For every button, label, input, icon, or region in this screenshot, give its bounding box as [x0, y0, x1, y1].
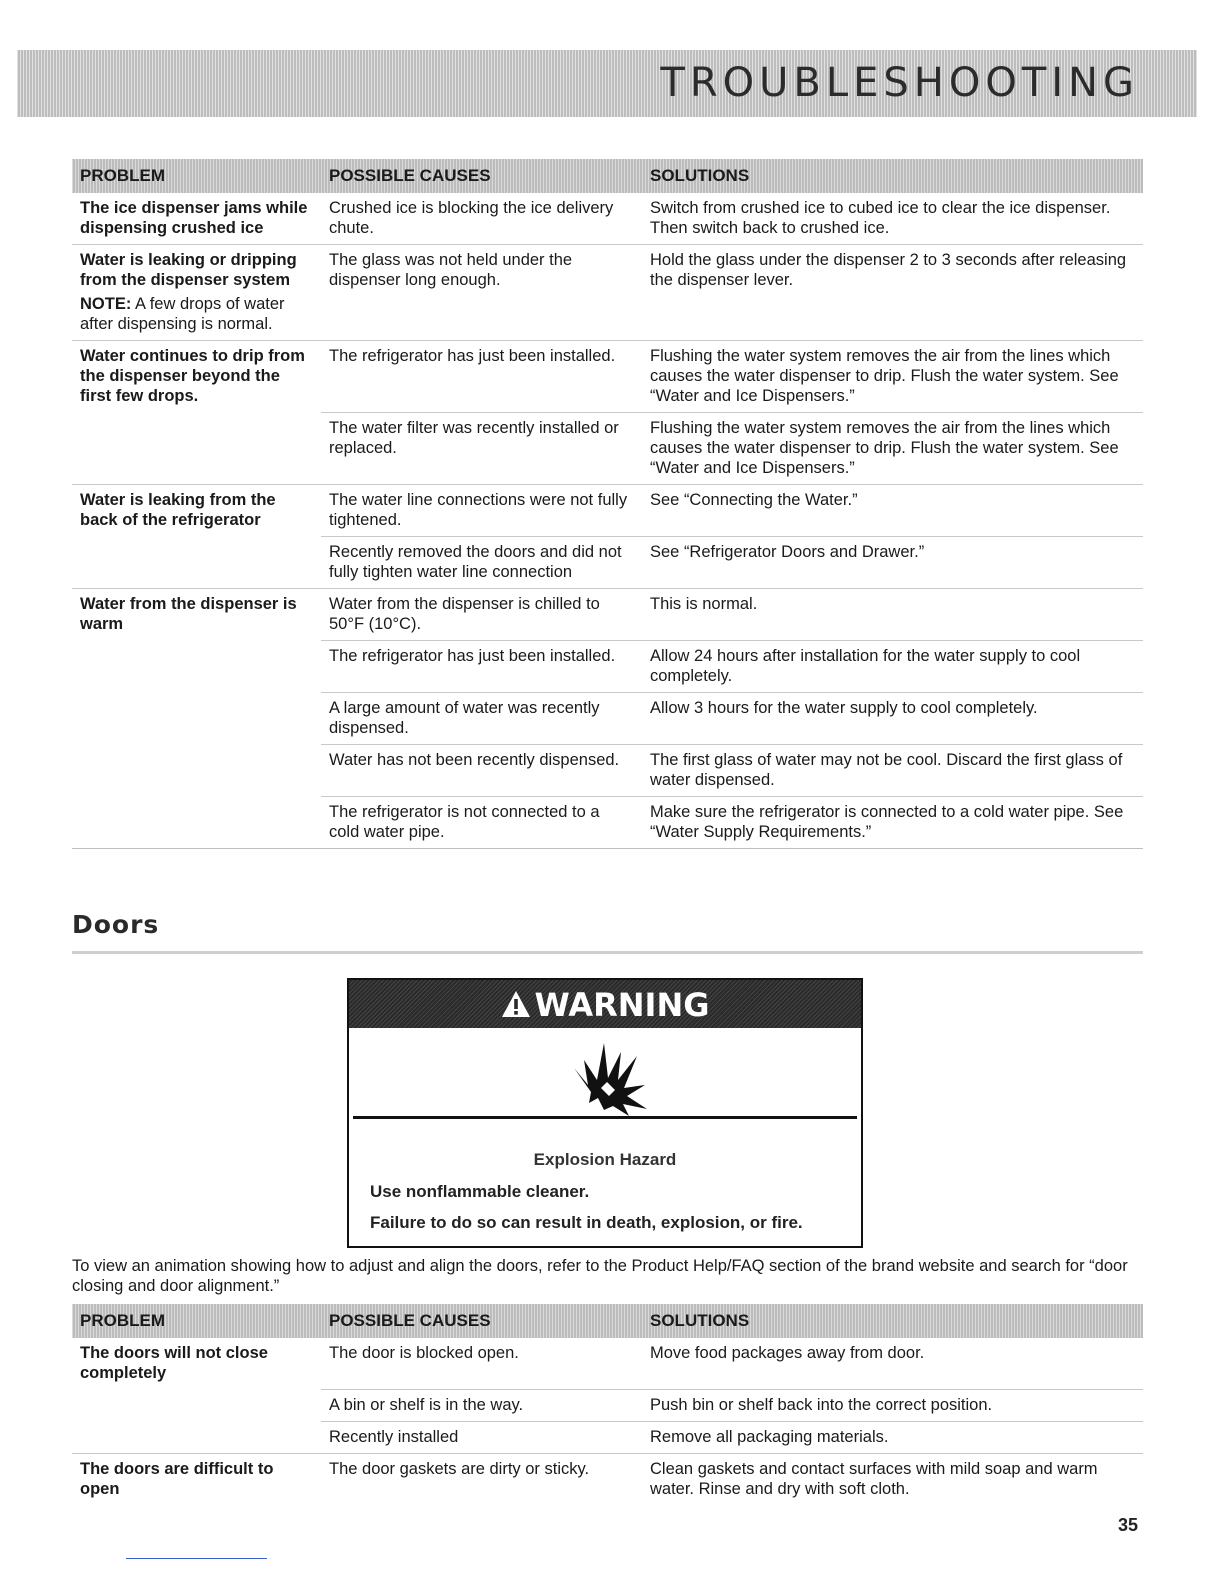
- cause-cell: The refrigerator is not connected to a cold water pipe.: [321, 797, 642, 849]
- note-label: NOTE:: [80, 295, 132, 313]
- problem-note: [80, 294, 313, 334]
- table-row: [72, 745, 1143, 797]
- warning-symbol-area: [353, 1028, 857, 1119]
- cause-cell: Recently installed: [321, 1421, 642, 1453]
- hazard-title: Explosion Hazard: [533, 1150, 677, 1169]
- problem-cell: Water continues to drip from the dispenser beyond the first few drops.: [80, 347, 305, 405]
- solution-cell: Switch from crushed ice to cubed ice to clear the ice dispenser. Then switch back to crushed ice.: [642, 193, 1143, 245]
- column-header-causes: POSSIBLE CAUSES: [321, 1304, 642, 1338]
- cause-cell: Water from the dispenser is chilled to 50°F (10°C).: [321, 589, 642, 641]
- note-text: A few drops of water after dispensing is normal.: [80, 295, 285, 333]
- cause-cell: The refrigerator has just been installed.: [321, 641, 642, 693]
- header-banner: [17, 50, 1197, 117]
- section-divider: [72, 951, 1143, 954]
- cause-cell: The water line connections were not fully tightened.: [321, 485, 642, 537]
- problem-cell-empty: [72, 1421, 321, 1453]
- cause-cell: A large amount of water was recently dispensed.: [321, 693, 642, 745]
- warning-consequence: Failure to do so can result in death, explosion, or fire.: [370, 1213, 803, 1232]
- warning-box: [347, 978, 863, 1248]
- table-row: [72, 1453, 1143, 1505]
- doors-troubleshooting-table: [72, 1304, 1143, 1505]
- solution-cell: Allow 24 hours after installation for the water supply to cool completely.: [642, 641, 1143, 693]
- cause-cell: Crushed ice is blocking the ice delivery chute.: [321, 193, 642, 245]
- water-troubleshooting-table: [72, 159, 1143, 849]
- cause-cell: Water has not been recently dispensed.: [321, 745, 642, 797]
- solution-cell: Push bin or shelf back into the correct position.: [642, 1389, 1143, 1421]
- solution-cell: See “Refrigerator Doors and Drawer.”: [642, 537, 1143, 589]
- page-number: 35: [1118, 1515, 1139, 1535]
- column-header-solutions: SOLUTIONS: [642, 1304, 1143, 1338]
- cause-cell: The door is blocked open.: [321, 1338, 642, 1389]
- cause-cell: The water filter was recently installed or replaced.: [321, 413, 642, 485]
- solution-cell: See “Connecting the Water.”: [642, 485, 1143, 537]
- doors-intro-text: To view an animation showing how to adjust and align the doors, refer to the Product Help/FAQ section of the brand website and search for “door closing and door alignment.”: [72, 1257, 1128, 1295]
- explosion-icon: [571, 1038, 651, 1118]
- table-row: [72, 485, 1143, 537]
- table-row: [72, 797, 1143, 849]
- solution-cell: Allow 3 hours for the water supply to cool completely.: [642, 693, 1143, 745]
- table-row: [72, 641, 1143, 693]
- table-row: [72, 413, 1143, 485]
- table-row: [72, 1389, 1143, 1421]
- problem-cell-empty: [72, 413, 321, 485]
- solution-cell: Move food packages away from door.: [642, 1338, 1143, 1389]
- cause-cell: The door gaskets are dirty or sticky.: [329, 1459, 590, 1478]
- warning-triangle-icon: [501, 982, 531, 1032]
- solution-cell: Hold the glass under the dispenser 2 to 3 seconds after releasing the dispenser lever.: [642, 245, 1143, 341]
- problem-cell: The doors are difficult to open: [80, 1459, 274, 1498]
- table-row: [72, 193, 1143, 245]
- solution-cell: The first glass of water may not be cool. Discard the first glass of water dispensed.: [642, 745, 1143, 797]
- table-row: [72, 1421, 1143, 1453]
- problem-text: Water is leaking or dripping from the dispenser system: [80, 251, 297, 289]
- table-row: [72, 341, 1143, 413]
- solution-cell: Remove all packaging materials.: [642, 1421, 1143, 1453]
- column-header-solutions: SOLUTIONS: [642, 159, 1143, 193]
- problem-cell-empty: [72, 797, 321, 849]
- problem-cell-empty: [72, 537, 321, 589]
- problem-cell-empty: [72, 641, 321, 693]
- table-row: [72, 537, 1143, 589]
- solution-cell: This is normal.: [642, 589, 1143, 641]
- page-title: TROUBLESHOOTING: [660, 60, 1139, 106]
- column-header-problem: PROBLEM: [72, 1304, 321, 1338]
- solution-cell: Clean gaskets and contact surfaces with mild soap and warm water. Rinse and dry with soft cloth.: [650, 1459, 1098, 1498]
- problem-cell-empty: [72, 1389, 321, 1421]
- table-row: [72, 589, 1143, 641]
- warning-instruction: Use nonflammable cleaner.: [370, 1182, 590, 1201]
- warning-label: WARNING: [534, 986, 710, 1024]
- problem-cell: Water is leaking from the back of the refrigerator: [80, 491, 276, 529]
- warning-header: [349, 980, 861, 1028]
- problem-cell: Water from the dispenser is warm: [80, 595, 297, 633]
- section-heading-doors: Doors: [72, 910, 160, 939]
- solution-cell: Flushing the water system removes the air from the lines which causes the water dispenser to drip. Flush the water system. See “Water and Ice Dispensers.”: [642, 413, 1143, 485]
- cause-cell: The glass was not held under the dispenser long enough.: [321, 245, 642, 341]
- solution-cell: Flushing the water system removes the air from the lines which causes the water dispenser to drip. Flush the water system. See “Water and Ice Dispensers.”: [642, 341, 1143, 413]
- solution-cell: Make sure the refrigerator is connected to a cold water pipe. See “Water Supply Requirements.”: [642, 797, 1143, 849]
- problem-cell: The ice dispenser jams while dispensing crushed ice: [72, 193, 321, 245]
- cause-cell: Recently removed the doors and did not fully tighten water line connection: [321, 537, 642, 589]
- problem-cell: [72, 245, 321, 341]
- table-row: [72, 693, 1143, 745]
- column-header-causes: POSSIBLE CAUSES: [321, 159, 642, 193]
- cause-cell: The refrigerator has just been installed.: [321, 341, 642, 413]
- problem-cell: The doors will not close completely: [80, 1344, 268, 1382]
- table-row: [72, 245, 1143, 341]
- column-header-problem: PROBLEM: [72, 159, 321, 193]
- problem-cell-empty: [72, 745, 321, 797]
- footer-rule: [126, 1558, 267, 1559]
- cause-cell: A bin or shelf is in the way.: [321, 1389, 642, 1421]
- table-row: [72, 1338, 1143, 1389]
- problem-cell-empty: [72, 693, 321, 745]
